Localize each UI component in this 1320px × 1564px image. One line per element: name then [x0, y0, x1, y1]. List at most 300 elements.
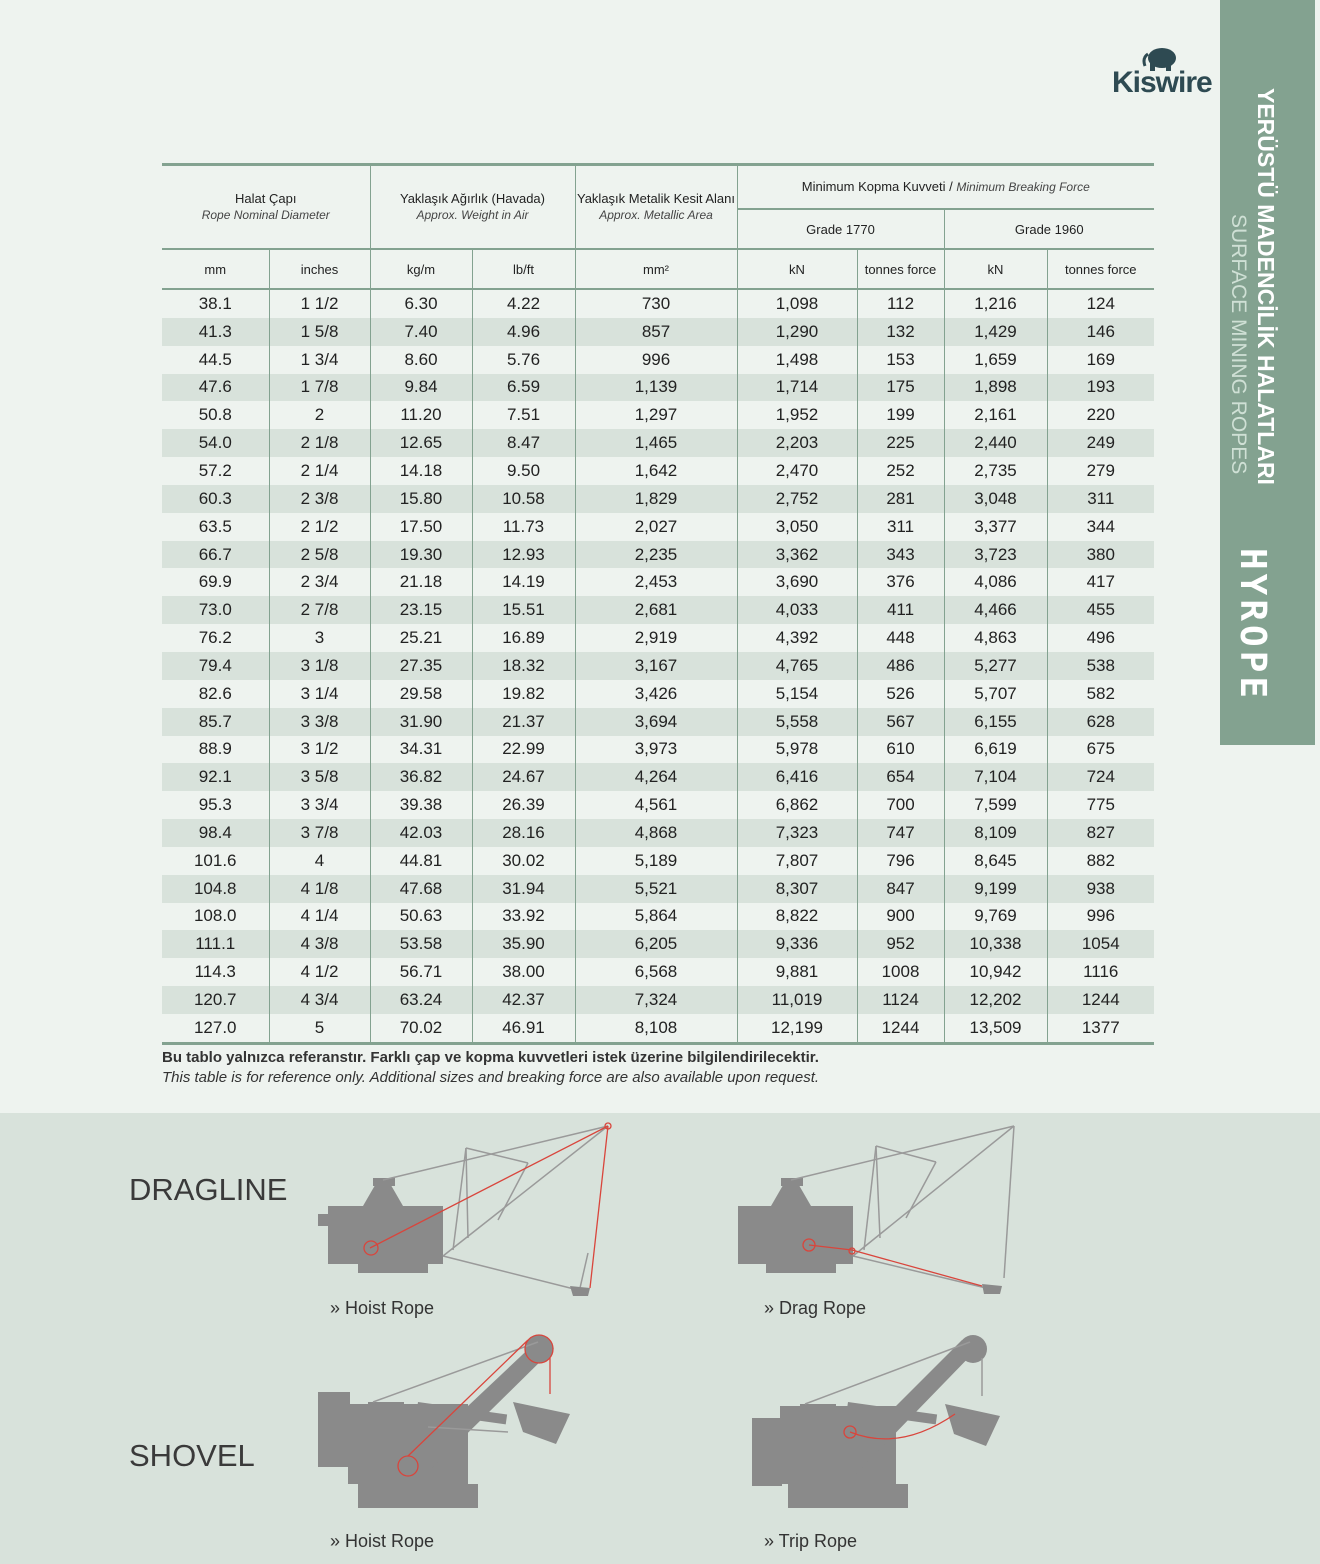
table-cell: 12,202 [944, 986, 1047, 1014]
table-cell: 2 [269, 401, 370, 429]
header-mbf-en: Minimum Breaking Force [956, 180, 1090, 194]
table-cell: 101.6 [162, 847, 269, 875]
table-cell: 63.5 [162, 513, 269, 541]
table-cell: 4 [269, 847, 370, 875]
table-row [162, 429, 1154, 457]
table-cell: 25.21 [370, 624, 472, 652]
table-row [162, 791, 1154, 819]
table-cell: 5 [269, 1014, 370, 1043]
table-cell: 10,338 [944, 930, 1047, 958]
table-cell: 1 5/8 [269, 318, 370, 346]
table-cell: 8.47 [472, 429, 575, 457]
header-grade-1770: Grade 1770 [737, 209, 944, 249]
table-cell: 311 [1047, 485, 1154, 513]
table-cell: 193 [1047, 374, 1154, 402]
table-cell: 2,235 [575, 541, 737, 569]
table-cell: 3,973 [575, 736, 737, 764]
table-cell: 1116 [1083, 962, 1119, 982]
table-cell: 380 [1047, 541, 1154, 569]
table-cell: 1,139 [575, 374, 737, 402]
table-cell: 6,862 [737, 791, 857, 819]
table-cell: 1,465 [575, 429, 737, 457]
table-cell: 22.99 [472, 736, 575, 764]
table-cell: 1 1/2 [269, 289, 370, 318]
table-cell: 700 [857, 791, 944, 819]
table-cell: 19.82 [472, 680, 575, 708]
table-cell: 3,048 [944, 485, 1047, 513]
table-cell: 225 [857, 429, 944, 457]
table-cell: 4,086 [944, 568, 1047, 596]
table-cell: 35.90 [472, 930, 575, 958]
unit-lb-ft: lb/ft [472, 249, 575, 289]
table-cell: 69.9 [162, 568, 269, 596]
table-cell: 610 [857, 736, 944, 764]
table-cell: 56.71 [370, 958, 472, 986]
table-row [162, 736, 1154, 764]
header-area-tr: Yaklaşık Metalik Kesit Alanı [577, 191, 735, 206]
table-cell: 82.6 [162, 680, 269, 708]
table-cell: 5,189 [575, 847, 737, 875]
table-cell: 2 3/4 [269, 568, 370, 596]
table-cell: 3,690 [737, 568, 857, 596]
table-row [162, 346, 1154, 374]
table-cell: 6.59 [472, 374, 575, 402]
table-row [162, 624, 1154, 652]
table-row [162, 318, 1154, 346]
table-cell: 38.1 [162, 289, 269, 318]
table-cell: 153 [857, 346, 944, 374]
table-cell: 104.8 [162, 875, 269, 903]
table-cell: 33.92 [472, 903, 575, 931]
table-cell: 796 [857, 847, 944, 875]
table-cell: 3 3/4 [269, 791, 370, 819]
table-cell: 3,377 [944, 513, 1047, 541]
product-name: HYROPE [1232, 548, 1273, 703]
table-cell: 1,498 [737, 346, 857, 374]
table-cell: 12.93 [472, 541, 575, 569]
table-cell: 1,429 [944, 318, 1047, 346]
header-grade-1960: Grade 1960 [1014, 221, 1084, 237]
table-cell: 1 7/8 [269, 374, 370, 402]
table-cell: 5,154 [737, 680, 857, 708]
table-cell: 4 3/4 [269, 986, 370, 1014]
table-cell: 16.89 [472, 624, 575, 652]
table-cell: 9.50 [472, 457, 575, 485]
table-cell: 31.90 [370, 708, 472, 736]
header-mbf [737, 165, 1154, 210]
table-cell: 486 [857, 652, 944, 680]
table-cell: 8,307 [737, 875, 857, 903]
unit-inches: inches [269, 249, 370, 289]
table-cell: 249 [1047, 429, 1154, 457]
table-cell: 169 [1086, 349, 1115, 369]
table-cell: 654 [857, 763, 944, 791]
table-row [162, 457, 1154, 485]
table-cell: 120.7 [162, 986, 269, 1014]
table-cell: 1,297 [575, 401, 737, 429]
table-cell: 1,952 [737, 401, 857, 429]
table-cell: 9,769 [944, 903, 1047, 931]
table-cell: 14.19 [472, 568, 575, 596]
table-cell: 857 [575, 318, 737, 346]
table-row [162, 1014, 1154, 1043]
table-cell: 5,521 [575, 875, 737, 903]
table-cell: 3 1/2 [269, 736, 370, 764]
table-cell: 39.38 [370, 791, 472, 819]
unit-mm2: mm² [575, 249, 737, 289]
side-title-en: SURFACE MINING ROPES [1227, 214, 1250, 475]
table-cell: 3,723 [944, 541, 1047, 569]
table-cell: 9.84 [370, 374, 472, 402]
table-cell: 95.3 [162, 791, 269, 819]
table-cell: 30.02 [472, 847, 575, 875]
header-weight-en: Approx. Weight in Air [416, 208, 529, 222]
table-row [162, 847, 1154, 875]
table-cell: 4,868 [575, 819, 737, 847]
shovel-trip-illustration [750, 1332, 1010, 1522]
table-cell: 311 [857, 513, 944, 541]
table-row [162, 875, 1154, 903]
table-cell: 63.24 [370, 986, 472, 1014]
table-cell: 952 [857, 930, 944, 958]
table-cell: 14.18 [370, 457, 472, 485]
dragline-drag-illustration [736, 1118, 1036, 1303]
table-cell: 108.0 [162, 903, 269, 931]
table-cell: 3 3/8 [269, 708, 370, 736]
table-cell: 5,978 [737, 736, 857, 764]
table-cell: 5,558 [737, 708, 857, 736]
table-cell: 2 3/8 [269, 485, 370, 513]
table-cell: 6,205 [575, 930, 737, 958]
table-cell: 2,203 [737, 429, 857, 457]
table-cell: 343 [857, 541, 944, 569]
table-cell: 50.63 [370, 903, 472, 931]
table-row [162, 541, 1154, 569]
note-tr: Bu tablo yalnızca referanstır. Farklı çap ve kopma kuvvetleri istek üzerine bilgilendirilecektir. [162, 1049, 819, 1066]
table-cell: 1244 [1047, 986, 1154, 1014]
table-cell: 628 [1047, 708, 1154, 736]
table-row [162, 513, 1154, 541]
table-cell: 2 7/8 [269, 596, 370, 624]
table-cell: 3 [269, 624, 370, 652]
table-cell: 2,161 [944, 401, 1047, 429]
table-cell: 496 [1086, 628, 1115, 648]
table-cell: 53.58 [370, 930, 472, 958]
table-cell: 5,277 [944, 652, 1047, 680]
table-cell: 3 7/8 [269, 819, 370, 847]
table-cell: 7,807 [737, 847, 857, 875]
table-cell: 60.3 [162, 485, 269, 513]
table-cell: 50.8 [162, 401, 269, 429]
table-row [162, 289, 1154, 318]
table-cell: 57.2 [162, 457, 269, 485]
table-cell: 411 [857, 596, 944, 624]
table-row [162, 374, 1154, 402]
table-cell: 281 [857, 485, 944, 513]
table-cell: 7.51 [472, 401, 575, 429]
table-cell: 9,199 [944, 875, 1047, 903]
table-row [162, 485, 1154, 513]
table-cell: 8,645 [944, 847, 1047, 875]
table-cell: 5,707 [944, 680, 1047, 708]
table-row [162, 958, 1154, 986]
table-cell: 54.0 [162, 429, 269, 457]
table-cell: 114.3 [162, 958, 269, 986]
table-cell: 1,098 [737, 289, 857, 318]
table-cell: 220 [1086, 405, 1115, 425]
table-cell: 775 [1086, 795, 1115, 815]
table-cell: 79.4 [162, 652, 269, 680]
table-cell: 4 1/4 [269, 903, 370, 931]
table-cell: 724 [1047, 763, 1154, 791]
table-cell: 3,362 [737, 541, 857, 569]
table-cell: 847 [857, 875, 944, 903]
shovel-hoist-caption: » Hoist Rope [330, 1531, 435, 1551]
table-cell: 9,881 [737, 958, 857, 986]
table-cell: 1 3/4 [269, 346, 370, 374]
table-cell: 21.18 [370, 568, 472, 596]
shovel-trip-caption: » Trip Rope [764, 1531, 858, 1551]
table-cell: 675 [1086, 739, 1115, 759]
table-cell: 127.0 [162, 1014, 269, 1043]
table-cell: 582 [1086, 683, 1115, 703]
unit-row [162, 249, 1154, 289]
table-cell: 3,167 [575, 652, 737, 680]
table-cell: 996 [575, 346, 737, 374]
table-cell: 538 [1047, 652, 1154, 680]
table-cell: 11,019 [737, 986, 857, 1014]
table-cell: 34.31 [370, 736, 472, 764]
table-cell: 175 [857, 374, 944, 402]
table-cell: 2 1/8 [269, 429, 370, 457]
table-cell: 4 3/8 [269, 930, 370, 958]
header-weight-tr: Yaklaşık Ağırlık (Havada) [400, 191, 545, 206]
table-cell: 146 [1047, 318, 1154, 346]
table-cell: 730 [575, 289, 737, 318]
table-cell: 73.0 [162, 596, 269, 624]
table-cell: 417 [1086, 572, 1115, 592]
table-cell: 98.4 [162, 819, 269, 847]
table-cell: 7,104 [944, 763, 1047, 791]
table-cell: 76.2 [162, 624, 269, 652]
table-cell: 376 [857, 568, 944, 596]
table-cell: 4.96 [472, 318, 575, 346]
spec-table [162, 163, 1154, 1045]
table-cell: 252 [857, 457, 944, 485]
table-cell: 4,264 [575, 763, 737, 791]
table-cell: 4,033 [737, 596, 857, 624]
header-diameter-en: Rope Nominal Diameter [201, 208, 330, 222]
table-row [162, 596, 1154, 624]
table-cell: 38.00 [472, 958, 575, 986]
table-cell: 827 [1047, 819, 1154, 847]
table-cell: 6,155 [944, 708, 1047, 736]
table-cell: 1,714 [737, 374, 857, 402]
table-cell: 1,898 [944, 374, 1047, 402]
table-cell: 4 1/8 [269, 875, 370, 903]
table-cell: 1,829 [575, 485, 737, 513]
table-cell: 996 [1086, 906, 1115, 926]
table-row [162, 903, 1154, 931]
table-cell: 1244 [857, 1014, 944, 1043]
table-cell: 10,942 [944, 958, 1047, 986]
table-cell: 455 [1047, 596, 1154, 624]
table-cell: 199 [857, 401, 944, 429]
table-cell: 4,392 [737, 624, 857, 652]
table-cell: 31.94 [472, 875, 575, 903]
table-cell: 12,199 [737, 1014, 857, 1043]
table-row [162, 568, 1154, 596]
table-cell: 3,694 [575, 708, 737, 736]
table-cell: 36.82 [370, 763, 472, 791]
table-cell: 85.7 [162, 708, 269, 736]
table-cell: 2,681 [575, 596, 737, 624]
logo-text: Kiswire [1112, 66, 1212, 99]
header-area [575, 165, 737, 250]
table-cell: 3 1/8 [269, 652, 370, 680]
table-cell: 29.58 [370, 680, 472, 708]
table-cell: 4,466 [944, 596, 1047, 624]
table-cell: 1,290 [737, 318, 857, 346]
table-cell: 1377 [1047, 1014, 1154, 1043]
table-cell: 8,822 [737, 903, 857, 931]
table-cell: 47.68 [370, 875, 472, 903]
header-weight [370, 165, 575, 250]
unit-kg-m: kg/m [370, 249, 472, 289]
table-cell: 747 [857, 819, 944, 847]
kiswire-logo [1112, 44, 1218, 104]
table-cell: 448 [857, 624, 944, 652]
table-cell: 5,864 [575, 903, 737, 931]
dragline-hoist-caption: » Hoist Rope [330, 1298, 435, 1318]
table-cell: 1,216 [944, 289, 1047, 318]
table-cell: 6.30 [370, 289, 472, 318]
table-cell: 3,050 [737, 513, 857, 541]
table-cell: 1054 [1047, 930, 1154, 958]
table-cell: 900 [857, 903, 944, 931]
side-title [1226, 88, 1286, 508]
dragline-label: DRAGLINE [129, 1172, 288, 1207]
table-cell: 2,470 [737, 457, 857, 485]
header-diameter-tr: Halat Çapı [235, 191, 297, 206]
table-cell: 1124 [857, 986, 944, 1014]
table-cell: 13,509 [944, 1014, 1047, 1043]
table-cell: 21.37 [472, 708, 575, 736]
header-area-en: Approx. Metallic Area [599, 208, 713, 222]
table-cell: 24.67 [472, 763, 575, 791]
table-cell: 3,426 [575, 680, 737, 708]
table-cell: 2,752 [737, 485, 857, 513]
table-cell: 3 1/4 [269, 680, 370, 708]
side-title-tr: YERÜSTÜ MADENCİLİK HALATLARI [1253, 88, 1279, 485]
table-cell: 28.16 [472, 819, 575, 847]
table-cell: 124 [1086, 293, 1115, 313]
table-cell: 27.35 [370, 652, 472, 680]
table-cell: 42.37 [472, 986, 575, 1014]
table-cell: 4.22 [472, 289, 575, 318]
table-body [162, 289, 1154, 1043]
table-cell: 44.5 [162, 346, 269, 374]
table-cell: 47.6 [162, 374, 269, 402]
header-mbf-tr: Minimum Kopma Kuvveti / [801, 179, 953, 194]
dragline-drag-caption: » Drag Rope [764, 1298, 867, 1318]
table-cell: 7,323 [737, 819, 857, 847]
header-diameter [162, 165, 370, 250]
table-row [162, 819, 1154, 847]
unit-tf-1770: tonnes force [857, 249, 944, 289]
dragline-hoist-illustration [318, 1118, 618, 1303]
table-cell: 15.51 [472, 596, 575, 624]
table-cell: 132 [857, 318, 944, 346]
table-row [162, 986, 1154, 1014]
table-cell: 6,568 [575, 958, 737, 986]
table-row [162, 680, 1154, 708]
table-cell: 11.20 [370, 401, 472, 429]
note-en: This table is for reference only. Additional sizes and breaking force are also available upon request. [162, 1069, 820, 1086]
shovel-label: SHOVEL [129, 1438, 255, 1473]
table-cell: 70.02 [370, 1014, 472, 1043]
table-cell: 2 5/8 [269, 541, 370, 569]
table-cell: 1,659 [944, 346, 1047, 374]
table-cell: 2,440 [944, 429, 1047, 457]
unit-mm: mm [162, 249, 269, 289]
unit-tf-1960: tonnes force [1047, 249, 1154, 289]
table-cell: 23.15 [370, 596, 472, 624]
table-row [162, 763, 1154, 791]
table-cell: 18.32 [472, 652, 575, 680]
table-cell: 7,599 [944, 791, 1047, 819]
table-cell: 88.9 [162, 736, 269, 764]
table-cell: 11.73 [472, 513, 575, 541]
table-cell: 2,919 [575, 624, 737, 652]
table-cell: 2,453 [575, 568, 737, 596]
table-cell: 10.58 [472, 485, 575, 513]
table-cell: 2 1/4 [269, 457, 370, 485]
table-row [162, 401, 1154, 429]
table-cell: 7,324 [575, 986, 737, 1014]
table-cell: 8,108 [575, 1014, 737, 1043]
table-cell: 1008 [857, 958, 944, 986]
table-cell: 5.76 [472, 346, 575, 374]
table-cell: 8.60 [370, 346, 472, 374]
shovel-hoist-illustration [318, 1332, 578, 1522]
table-cell: 2,735 [944, 457, 1047, 485]
table-row [162, 930, 1154, 958]
table-cell: 8,109 [944, 819, 1047, 847]
table-cell: 66.7 [162, 541, 269, 569]
table-cell: 19.30 [370, 541, 472, 569]
table-cell: 3 5/8 [269, 763, 370, 791]
table-cell: 4,561 [575, 791, 737, 819]
unit-kn-1960: kN [944, 249, 1047, 289]
table-cell: 12.65 [370, 429, 472, 457]
table-cell: 6,416 [737, 763, 857, 791]
table-cell: 41.3 [162, 318, 269, 346]
table-cell: 526 [857, 680, 944, 708]
table-cell: 4 1/2 [269, 958, 370, 986]
table-row [162, 708, 1154, 736]
table-cell: 4,765 [737, 652, 857, 680]
table-cell: 26.39 [472, 791, 575, 819]
table-cell: 882 [1086, 850, 1115, 870]
table-cell: 2,027 [575, 513, 737, 541]
table-cell: 1,642 [575, 457, 737, 485]
table-cell: 567 [857, 708, 944, 736]
table-cell: 17.50 [370, 513, 472, 541]
table-cell: 111.1 [162, 930, 269, 958]
unit-kn-1770: kN [737, 249, 857, 289]
table-cell: 7.40 [370, 318, 472, 346]
